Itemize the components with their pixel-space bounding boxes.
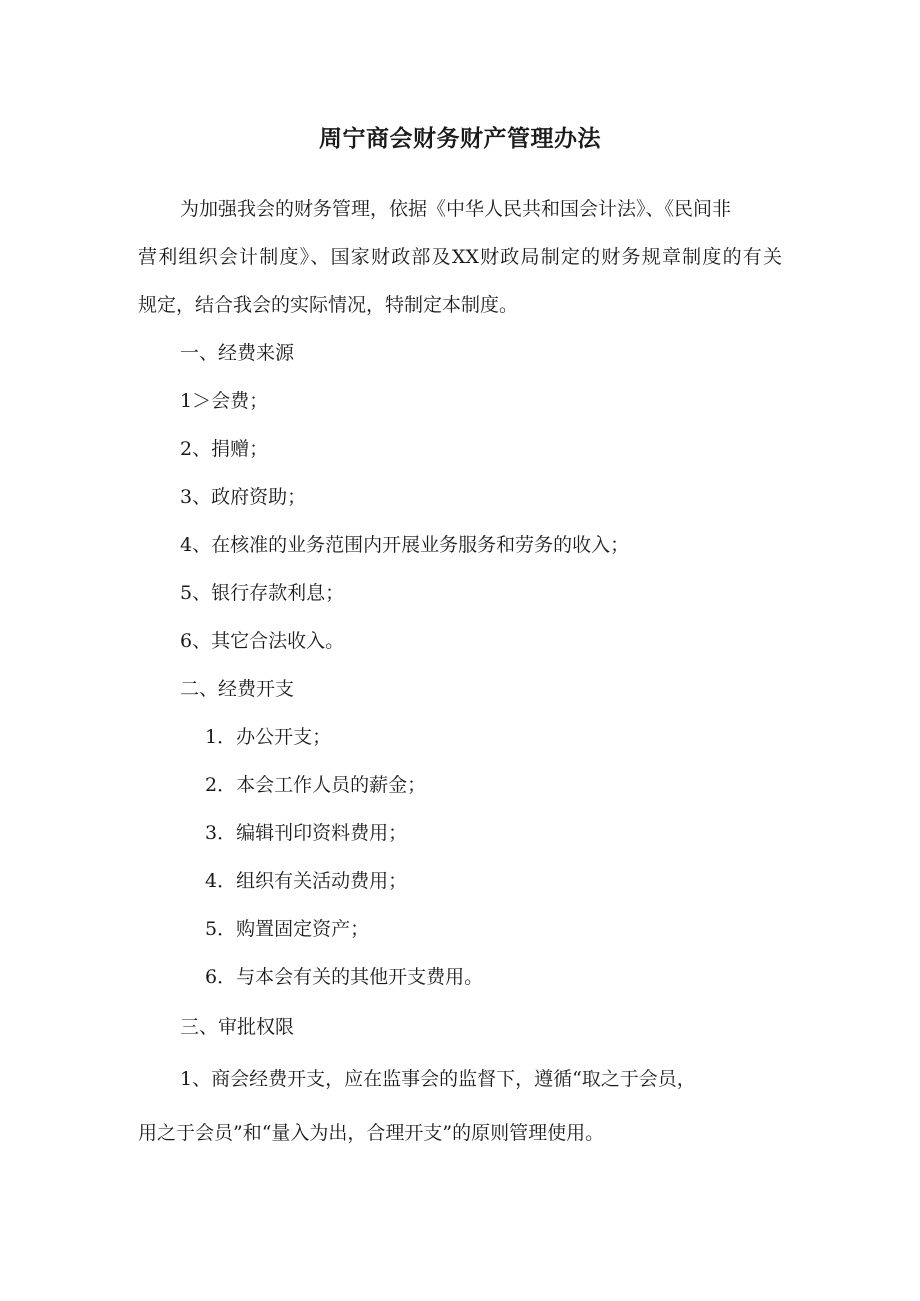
list-item: 6．与本会有关的其他开支费用。: [205, 966, 484, 988]
list-item: 5、银行存款利息；: [180, 582, 345, 604]
list-item: 3．编辑刊印资料费用；: [205, 822, 408, 844]
list-item: 4．组织有关活动费用；: [205, 870, 408, 892]
section-heading-approval-authority: 三、审批权限: [180, 1016, 295, 1038]
intro-line-2: 营利组织会计制度》、国家财政部及XX财政局制定的财务规章制度的有关: [138, 246, 782, 268]
section-heading-expenditures: 二、经费开支: [180, 678, 295, 700]
document-title: 周宁商会财务财产管理办法: [319, 126, 601, 152]
list-item: 1＞会费；: [180, 390, 269, 412]
approval-paragraph-line-2: 用之于会员”和“量入为出，合理开支”的原则管理使用。: [138, 1122, 605, 1144]
section-heading-funding-sources: 一、经费来源: [180, 342, 295, 364]
intro-line-3: 规定，结合我会的实际情况，特制定本制度。: [138, 294, 519, 316]
list-item: 4、在核准的业务范围内开展业务服务和劳务的收入；: [180, 534, 630, 556]
list-item: 5．购置固定资产；: [205, 918, 370, 940]
list-item: 2、捐赠；: [180, 438, 269, 460]
list-item: 3、政府资助；: [180, 486, 307, 508]
list-item: 2．本会工作人员的薪金；: [205, 774, 427, 796]
list-item: 6、其它合法收入。: [180, 630, 345, 652]
approval-paragraph-line-1: 1、商会经费开支，应在监事会的监督下，遵循“取之于会员，: [180, 1068, 696, 1090]
list-item: 1．办公开支；: [205, 726, 332, 748]
intro-line-1: 为加强我会的财务管理，依据《中华人民共和国会计法》、《民间非: [180, 198, 732, 220]
